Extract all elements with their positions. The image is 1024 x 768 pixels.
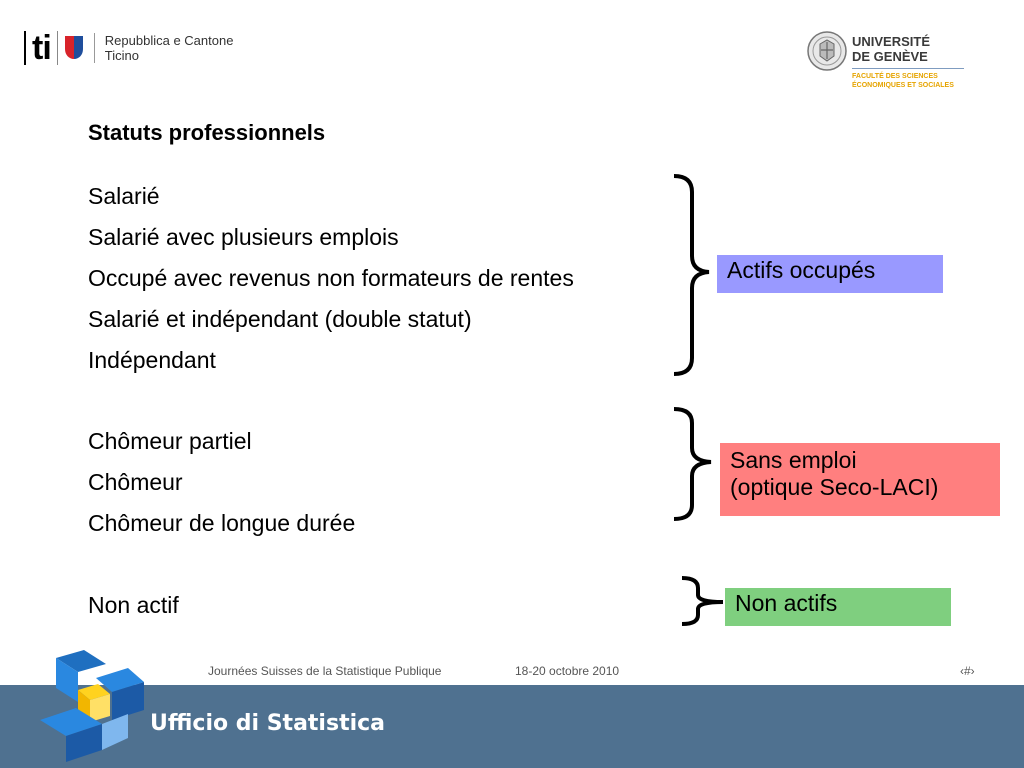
unige-faculty-line1: FACULTÉ DES SCIENCES	[852, 73, 938, 80]
category-sans-emploi-line2: (optique Seco-LACI)	[730, 474, 939, 500]
footer-dates: 18-20 octobre 2010	[515, 664, 620, 678]
brace-non-actifs	[682, 578, 723, 624]
footer-event: Journées Suisses de la Statistique Publique	[208, 664, 442, 678]
ticino-shield-icon	[64, 35, 84, 61]
unige-logo	[806, 30, 1006, 94]
status-item-independant: Indépendant	[88, 347, 216, 373]
unige-faculty	[852, 72, 972, 90]
unige-name-line2: DE GENÈVE	[852, 49, 928, 64]
logo-divider	[57, 31, 58, 65]
unige-seal-icon	[806, 30, 848, 72]
unige-name	[852, 34, 962, 64]
unige-rule	[852, 68, 964, 69]
ticino-logo-text	[94, 33, 234, 63]
office-name: Ufficio di Statistica	[150, 711, 386, 736]
unige-name-line1: UNIVERSITÉ	[852, 34, 931, 49]
slide-title: Statuts professionnels	[88, 120, 326, 145]
status-item-chomeur-partiel: Chômeur partiel	[88, 428, 252, 454]
ustat-logo-icon	[36, 650, 148, 762]
unige-faculty-line2: ÉCONOMIQUES ET SOCIALES	[852, 82, 954, 89]
status-item-non-actif: Non actif	[88, 592, 179, 618]
category-actifs-occupes: Actifs occupés	[717, 255, 943, 293]
category-sans-emploi	[720, 443, 1000, 516]
ticino-logo-line1: Repubblica e Cantone	[104, 33, 234, 48]
brace-sans-emploi	[674, 409, 711, 519]
category-non-actifs: Non actifs	[725, 588, 951, 626]
status-item-chomeur: Chômeur	[88, 469, 183, 495]
status-item-double-statut: Salarié et indépendant (double statut)	[88, 306, 472, 332]
category-sans-emploi-line1: Sans emploi	[730, 447, 857, 473]
status-item-occupe: Occupé avec revenus non formateurs de rentes	[88, 265, 574, 291]
status-item-salarie: Salarié	[88, 183, 160, 209]
page-number: ‹#›	[960, 664, 975, 678]
logo-bar	[24, 31, 26, 65]
status-item-chomeur-longue: Chômeur de longue durée	[88, 510, 356, 536]
brace-actifs	[674, 176, 709, 374]
status-item-salarie-multi: Salarié avec plusieurs emplois	[88, 224, 399, 250]
ticino-logo-line2: Ticino	[104, 48, 139, 63]
ticino-logo	[24, 30, 233, 66]
ticino-logo-letters: ti	[32, 29, 51, 67]
